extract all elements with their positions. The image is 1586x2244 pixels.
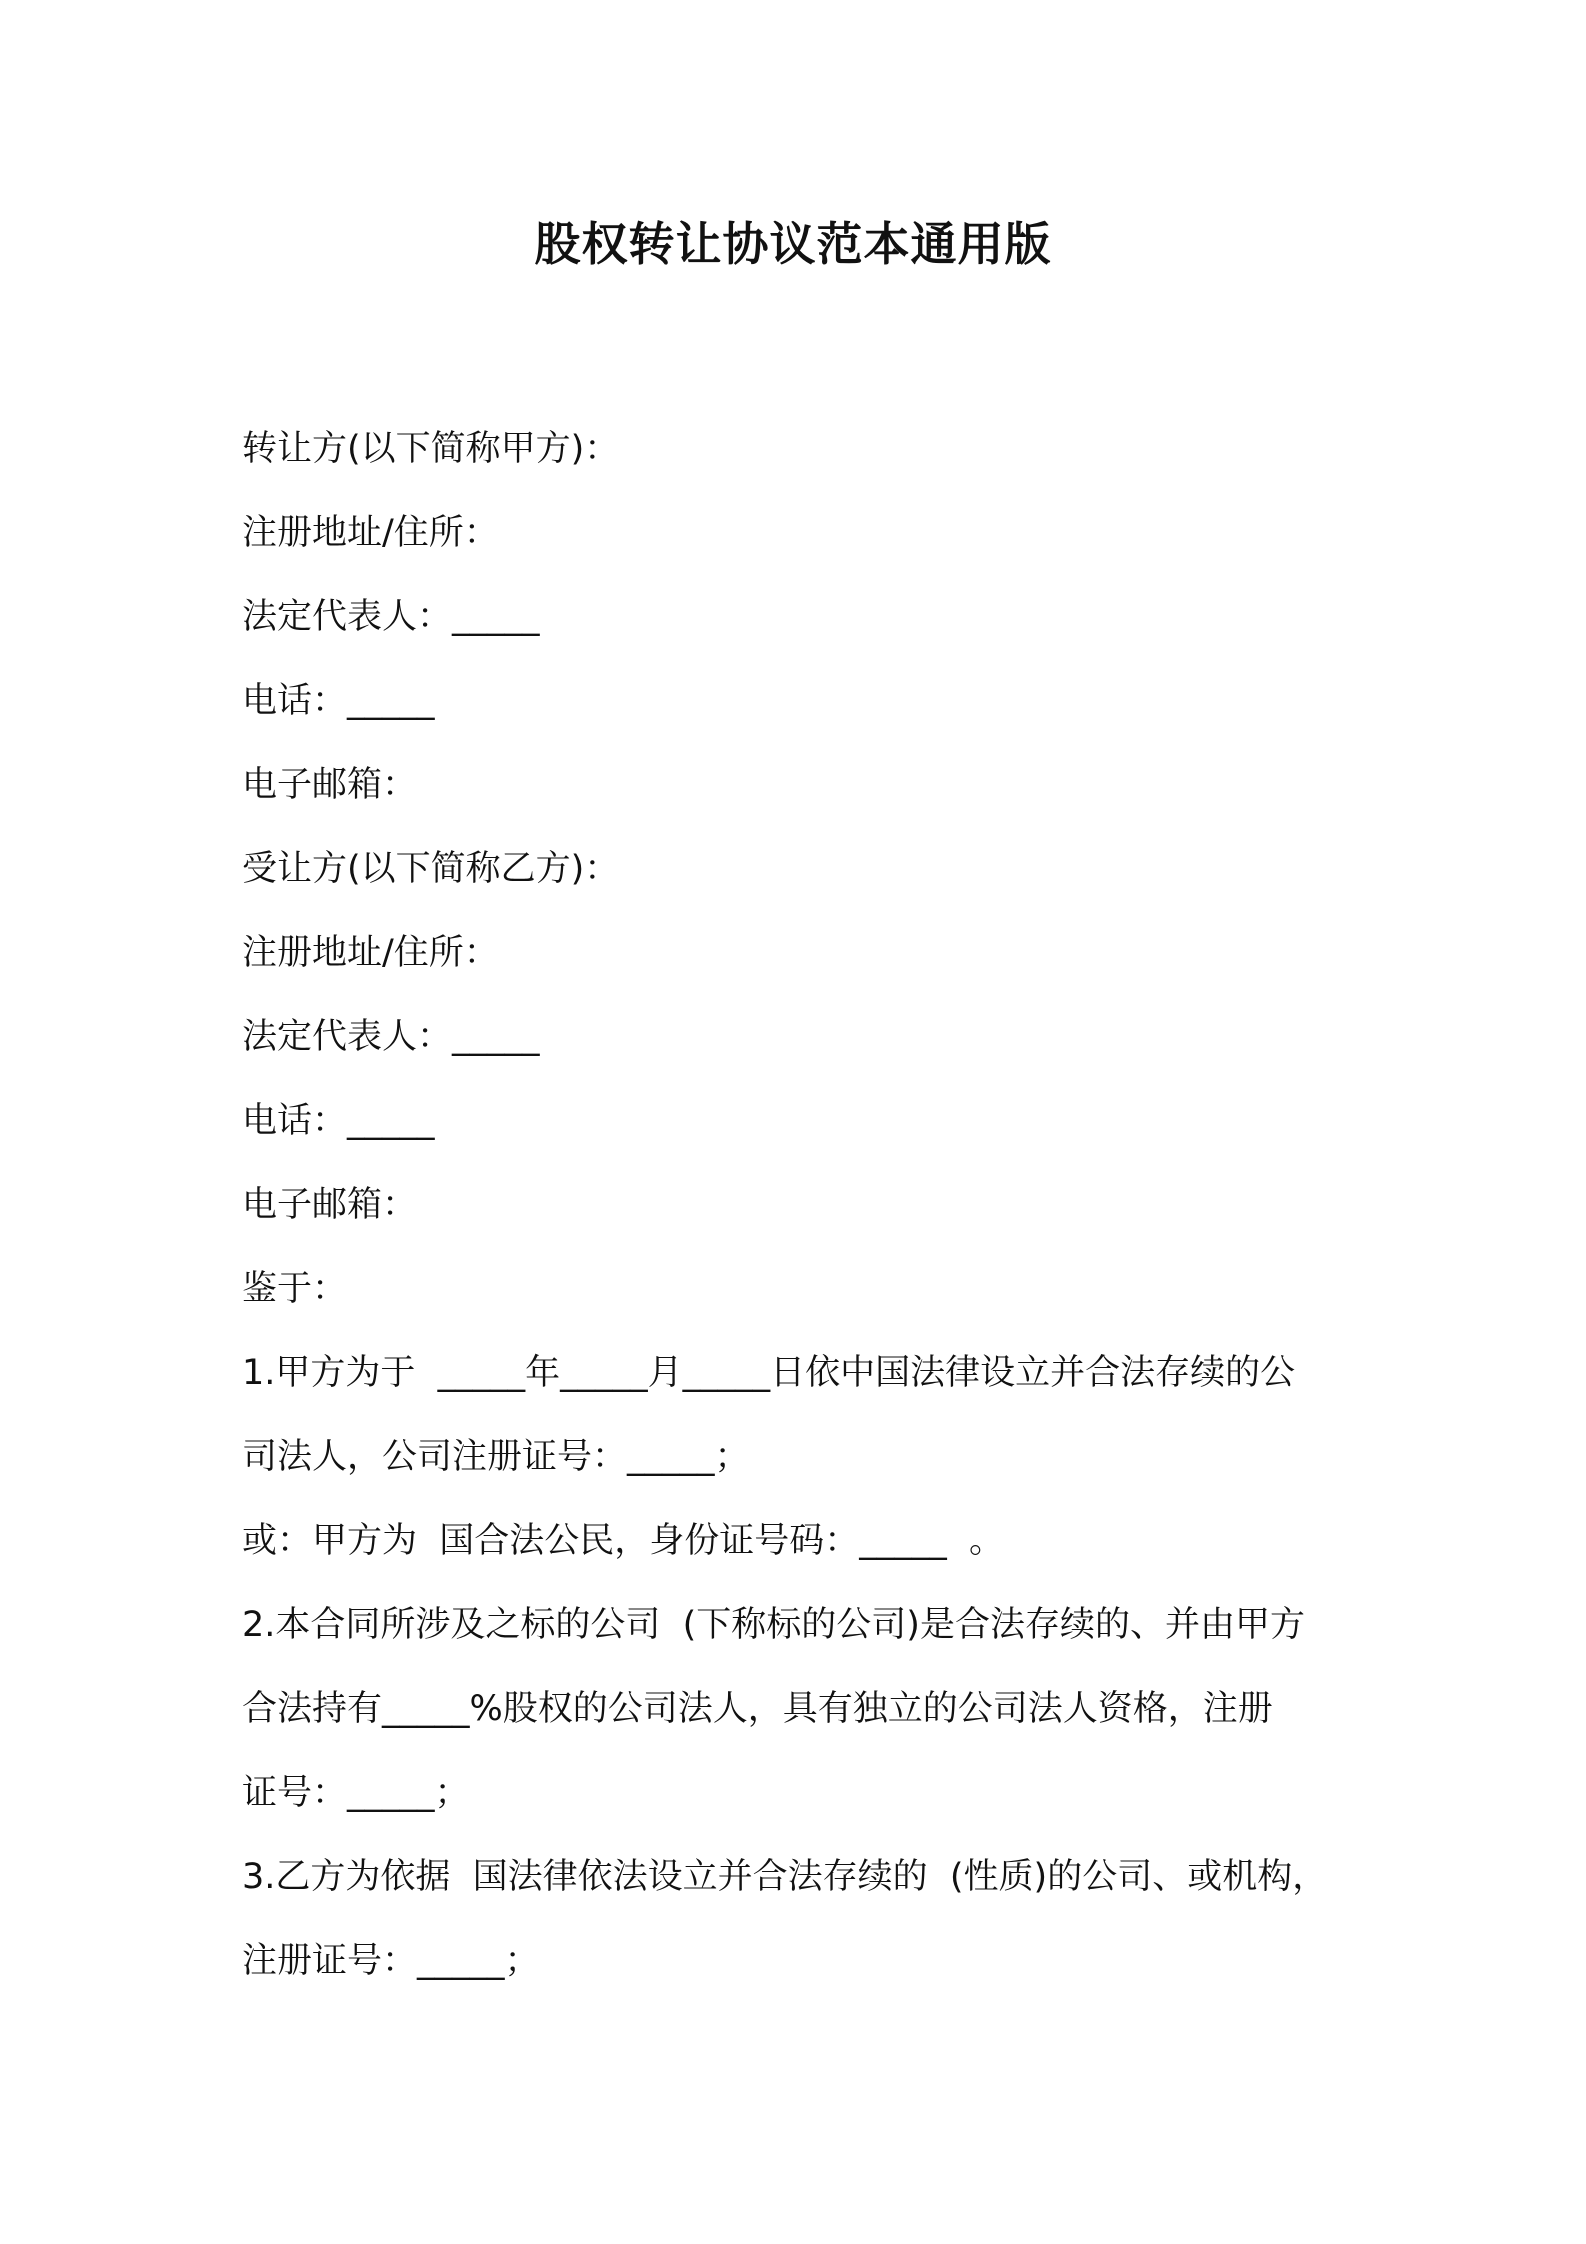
clause-3-line-1: 3.乙方为依据 国法律依法设立并合法存续的 (性质)的公司、或机构， — [242, 1857, 1328, 1897]
clause-3-line-2: 注册证号：_____； — [242, 1941, 540, 1981]
transferee-legal-rep-line: 法定代表人：_____ — [242, 1017, 540, 1057]
transferor-address-line: 注册地址/住所： — [242, 513, 499, 553]
transferor-email-line: 电子邮箱： — [242, 765, 418, 805]
whereas-heading: 鉴于： — [242, 1269, 348, 1309]
clause-2-line-1: 2.本合同所涉及之标的公司 (下称标的公司)是合法存续的、并由甲方 — [242, 1605, 1305, 1645]
transferee-email-line: 电子邮箱： — [242, 1185, 418, 1225]
transferor-legal-rep-line: 法定代表人：_____ — [242, 597, 540, 637]
transferee-phone-line: 电话：_____ — [242, 1101, 435, 1141]
clause-2-line-2: 合法持有_____%股权的公司法人，具有独立的公司法人资格，注册 — [242, 1689, 1273, 1729]
document-title: 股权转让协议范本通用版 — [534, 217, 1052, 271]
clause-2-line-3: 证号：_____； — [242, 1773, 470, 1813]
transferor-line: 转让方(以下简称甲方)： — [242, 429, 620, 469]
transferee-address-line: 注册地址/住所： — [242, 933, 499, 973]
transferee-line: 受让方(以下简称乙方)： — [242, 849, 620, 889]
clause-1-line-2: 司法人，公司注册证号：_____； — [242, 1437, 750, 1477]
transferor-phone-line: 电话：_____ — [242, 681, 435, 721]
document-body — [242, 407, 1372, 2003]
clause-1-alt-line: 或：甲方为 国合法公民，身份证号码：_____ 。 — [242, 1521, 1005, 1561]
clause-1-line-1: 1.甲方为于 _____年_____月_____日依中国法律设立并合法存续的公 — [242, 1353, 1296, 1393]
